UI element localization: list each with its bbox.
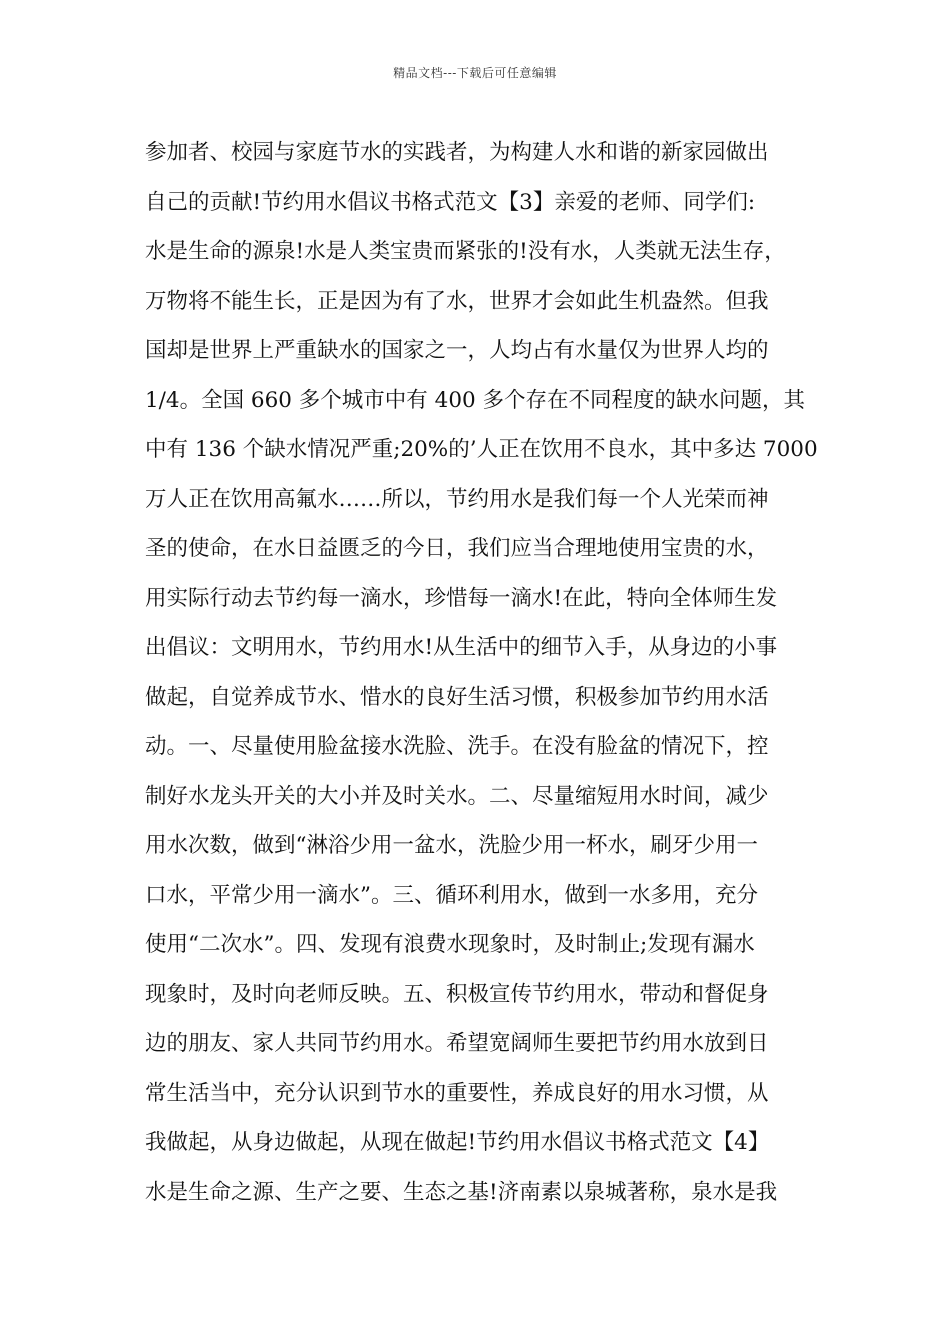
text-line: 国却是世界上严重缺水的国家之一，人均占有水量仅为世界人均的 [145, 338, 769, 363]
text-line: 动。一、尽量使用脸盆接水洗脸、洗手。在没有脸盆的情况下，控 [145, 734, 769, 759]
text-line: 万物将不能生长，正是因为有了水，世界才会如此生机盎然。但我 [145, 288, 769, 314]
text-line: 1/4。全国 660 多个城市中有 400 多个存在不同程度的缺水问题，其 [145, 387, 806, 413]
text-line: 做起，自觉养成节水、惜水的良好生活习惯，积极参加节约用水活 [145, 684, 769, 710]
text-line: 常生活当中，充分认识到节水的重要性，养成良好的用水习惯，从 [145, 1080, 769, 1106]
text-line: 现象时，及时向老师反映。五、积极宣传节约用水，带动和督促身 [145, 981, 769, 1007]
text-line: 出倡议：文明用水，节约用水!从生活中的细节入手，从身边的小事 [145, 635, 778, 660]
text-line: 制好水龙头开关的大小并及时关水。二、尽量缩短用水时间，减少 [145, 783, 769, 809]
text-line: 我做起，从身边做起，从现在做起!节约用水倡议书格式范文【4】 [145, 1130, 770, 1155]
text-line: 参加者、校园与家庭节水的实践者，为构建人水和谐的新家园做出 [145, 140, 769, 165]
text-line: 圣的使命，在水日益匮乏的今日，我们应当合理地使用宝贵的水， [145, 536, 769, 561]
text-line: 水是生命之源、生产之要、生态之基!济南素以泉城著称，泉水是我 [145, 1179, 778, 1205]
text-line: 用水次数，做到“淋浴少用一盆水，洗脸少用一杯水，刷牙少用一 [145, 833, 758, 858]
text-line: 中有 136 个缺水情况严重;20%的’人正在饮用不良水，其中多达 7000 [145, 437, 818, 462]
text-line: 边的朋友、家人共同节约用水。希望宽阔师生要把节约用水放到日 [145, 1031, 769, 1056]
text-line: 口水，平常少用一滴水”。三、循环利用水，做到一水多用，充分 [145, 882, 758, 908]
document-body [145, 128, 825, 1217]
text-line: 使用“二次水”。四、发现有浪费水现象时，及时制止;发现有漏水 [145, 932, 755, 957]
text-line: 用实际行动去节约每一滴水，珍惜每一滴水!在此，特向全体师生发 [145, 585, 778, 611]
text-line: 水是生命的源泉!水是人类宝贵而紧张的!没有水，人类就无法生存， [145, 239, 786, 264]
page-header: 精品文档---下载后可任意编辑 [393, 66, 557, 80]
text-line: 万人正在饮用高氟水……所以，节约用水是我们每一个人光荣而神 [145, 486, 769, 512]
text-line: 自己的贡献!节约用水倡议书格式范文【3】亲爱的老师、同学们: [145, 189, 756, 215]
